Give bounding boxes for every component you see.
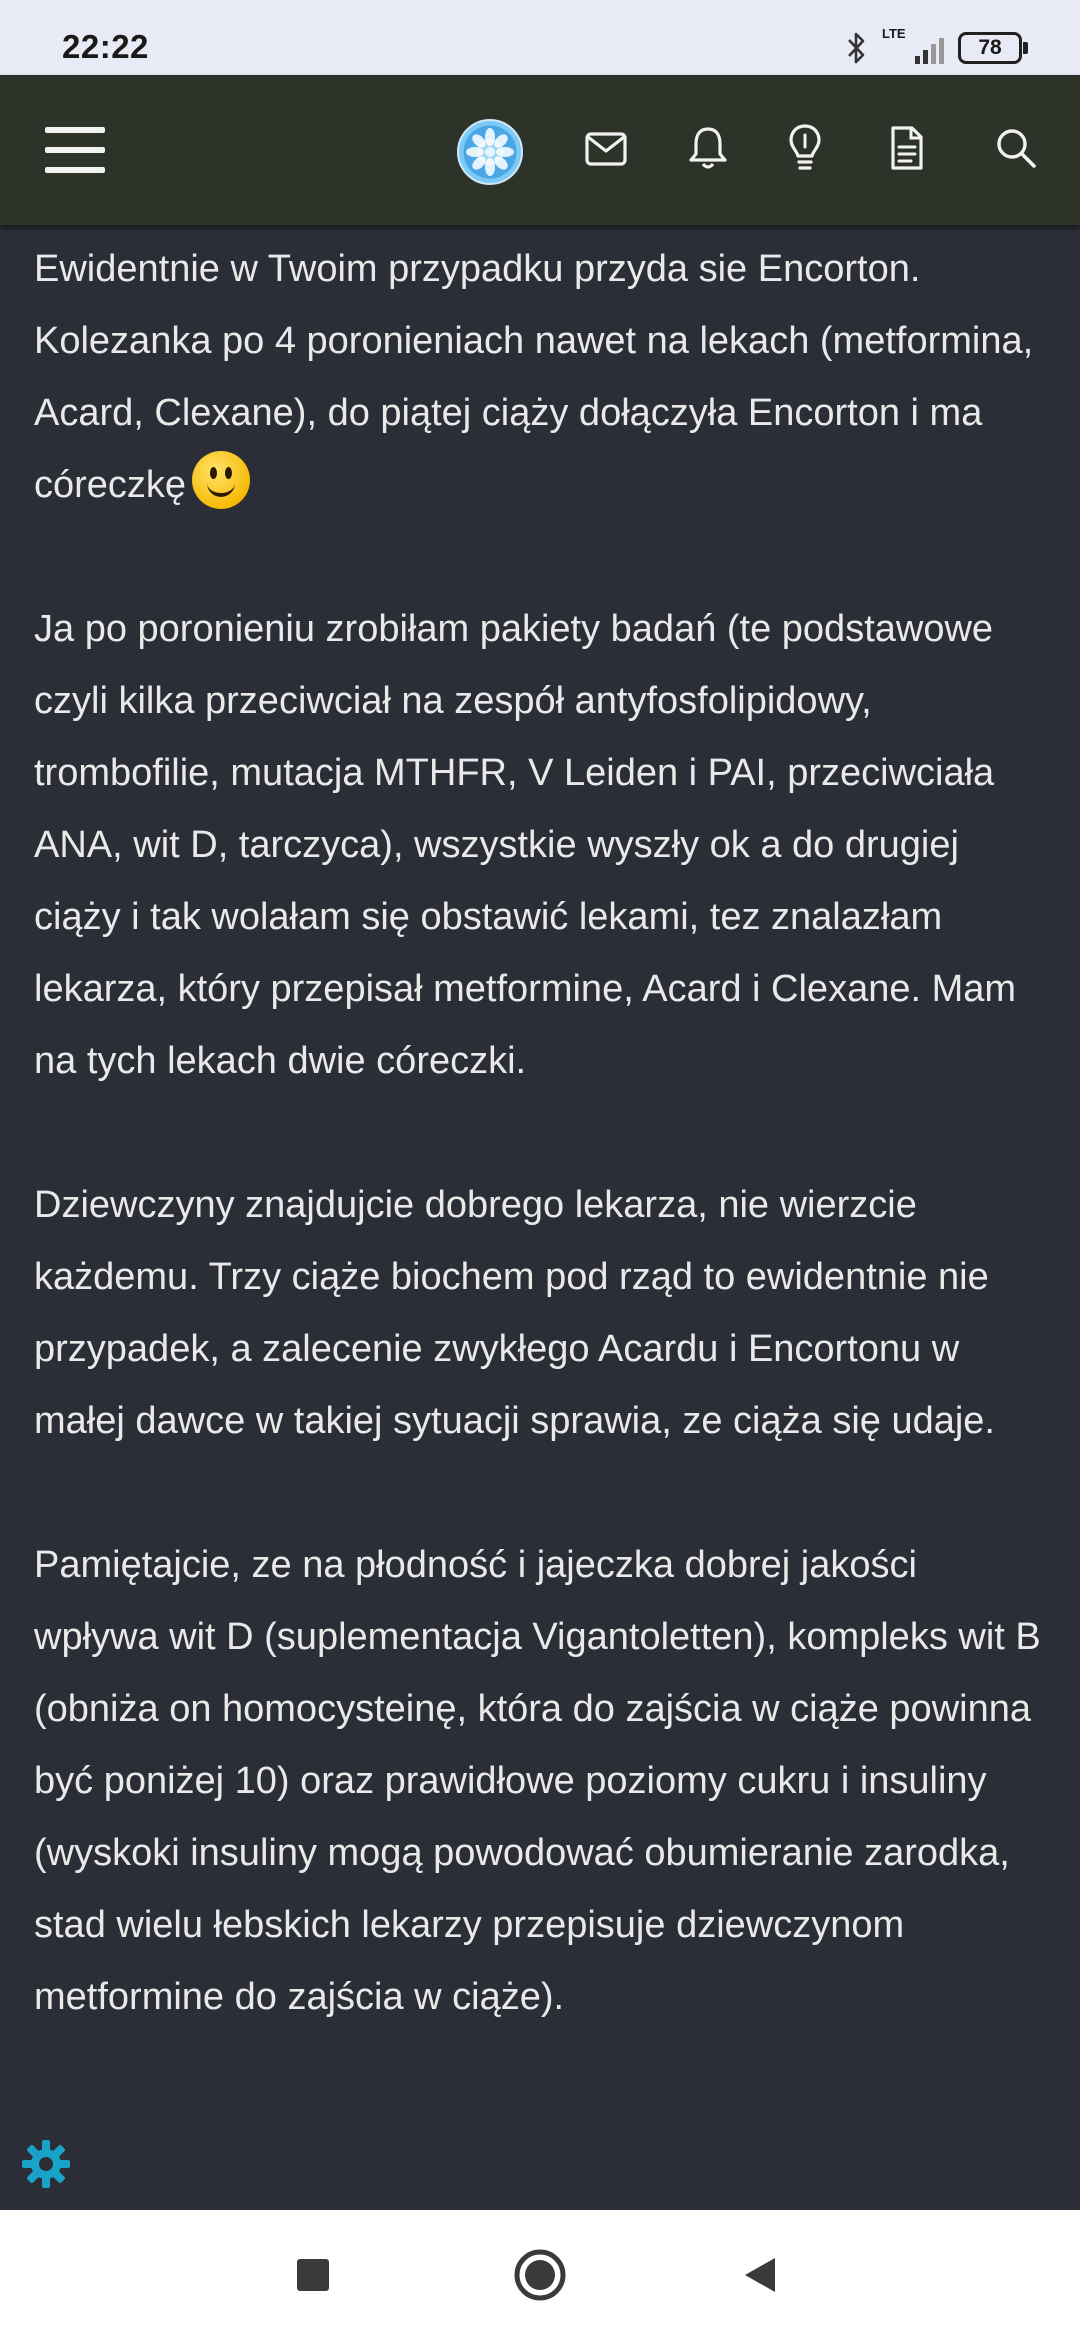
back-button[interactable] <box>700 2210 820 2340</box>
post-paragraph <box>34 233 1052 521</box>
menu-icon[interactable] <box>42 122 108 178</box>
recents-button[interactable] <box>253 2210 373 2340</box>
status-bar <box>0 0 1080 75</box>
avatar[interactable] <box>457 119 523 185</box>
post-paragraph: Dziewczyny znajdujcie dobrego lekarza, nie wierzcie każdemu. Trzy ciąże biochem pod rząd to ewidentnie nie przypadek, a zalecenie zwykłego Acardu i Encortonu w małej dawce w takiej sytuacji sprawia, ze ciąża się udaje. <box>34 1184 995 1442</box>
home-button[interactable] <box>480 2210 600 2340</box>
mail-icon[interactable] <box>582 127 630 171</box>
gear-icon[interactable] <box>20 2138 72 2190</box>
signal-icon <box>882 26 944 66</box>
bluetooth-icon <box>846 31 868 65</box>
navigation-bar <box>0 2210 1080 2340</box>
smiling-face-icon <box>192 451 250 509</box>
post-paragraph: Pamiętajcie, ze na płodność i jajeczka dobrej jakości wpływa wit D (suplementacja Vigantoletten), kompleks wit B (obniża on homocysteinę, która do zajścia w ciąże powinna być poniżej 10) oraz prawidłowe poziomy cukru i insuliny (wyskoki insuliny mogą powodować obumieranie zarodka, stad wielu łebskich lekarzy przepisuje dziewczynom metformine do zajścia w ciąże). <box>34 1544 1041 2018</box>
battery-level: 78 <box>978 36 1002 59</box>
status-time: 22:22 <box>62 28 149 65</box>
post-content <box>0 225 1080 2210</box>
app-bar <box>0 75 1080 225</box>
network-label: LTE <box>882 26 906 41</box>
lightbulb-icon[interactable] <box>785 121 825 175</box>
status-icons <box>846 28 1022 68</box>
paragraph-text: Ewidentnie w Twoim przypadku przyda sie Encorton. Kolezanka po 4 poronieniach nawet na lekach (metformina, Acard, Clexane), do piątej ciąży dołączyła Encorton i ma córeczkę <box>34 248 1034 506</box>
document-icon[interactable] <box>887 123 927 173</box>
post-paragraph: Ja po poronieniu zrobiłam pakiety badań (te podstawowe czyli kilka przeciwciał na zespół antyfosfolipidowy, trombofilie, mutacja MTHFR, V Leiden i PAI, przeciwciała ANA, wit D, tarczyca), wszystkie wyszły ok a do drugiej ciąży i tak wolałam się obstawić lekami, tez znalazłam lekarza, który przepisał metformine, Acard i Clexane. Mam na tych lekach dwie córeczki. <box>34 608 1017 1082</box>
search-icon[interactable] <box>993 125 1039 171</box>
bell-icon[interactable] <box>686 123 730 173</box>
battery-icon <box>958 32 1022 64</box>
